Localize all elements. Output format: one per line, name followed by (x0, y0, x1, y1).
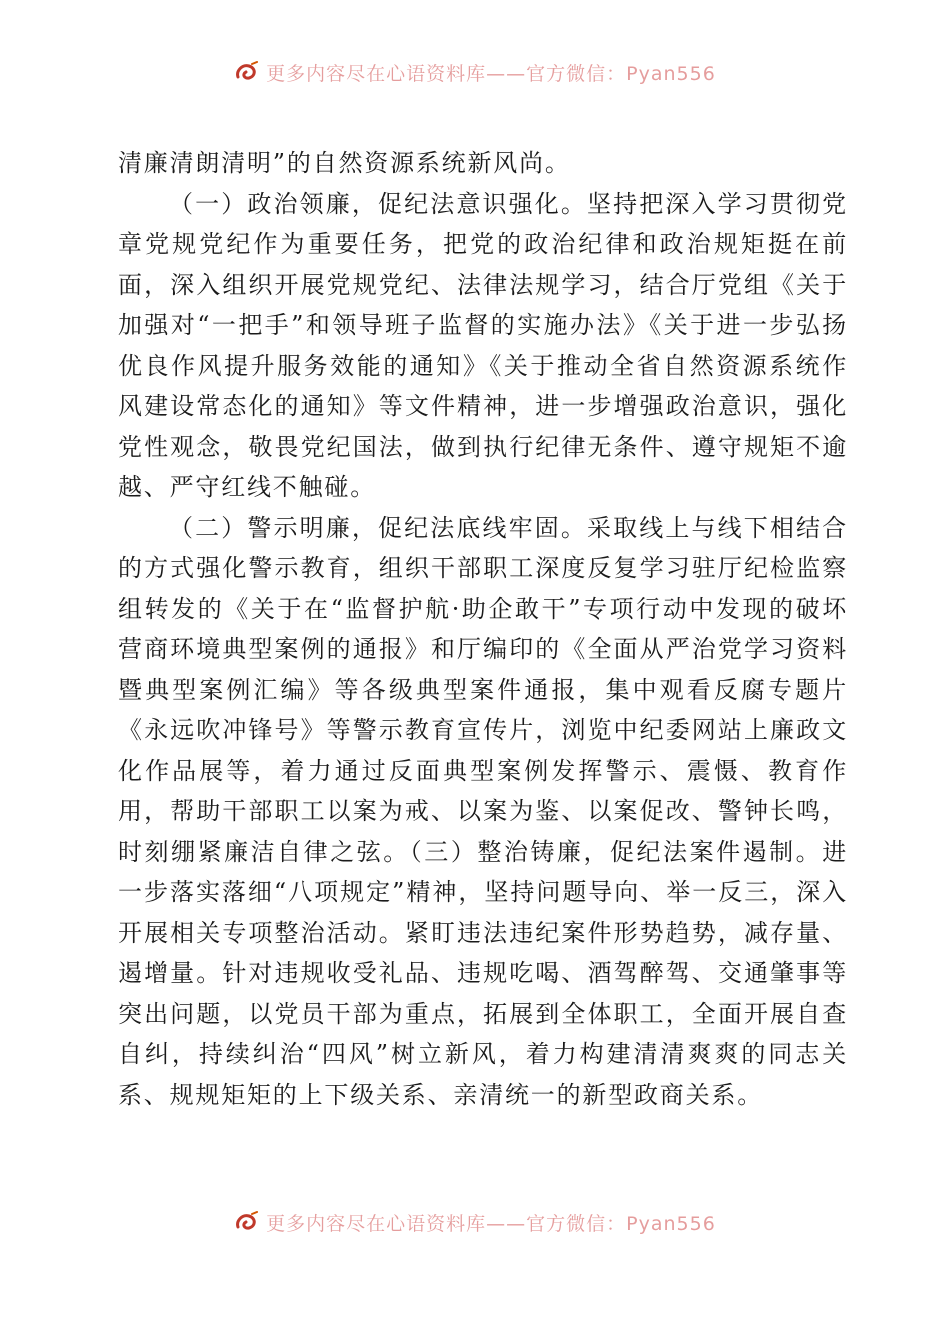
paragraph: （一）政治领廉，促纪法意识强化。坚持把深入学习贯彻党章党规党纪作为重要任务，把党的政治纪律和政治规矩挺在前面，深入组织开展党规党纪、法律法规学习，结合厅党组《关于加强对“一把手”和领导班子监督的实施办法》《关于进一步弘扬优良作风提升服务效能的通知》《关于推动全省自然资源系统作风建设常态化的通知》等文件精神，进一步增强政治意识，强化党性观念，敬畏党纪国法，做到执行纪律无条件、遵守规矩不逾越、严守红线不触碰。 (118, 189, 848, 501)
watermark-text: 更多内容尽在心语资料库——官方微信：Pyan556 (266, 62, 716, 85)
document-body (118, 143, 848, 1115)
header-watermark (0, 57, 950, 87)
paragraph: （二）警示明廉，促纪法底线牢固。采取线上与线下相结合的方式强化警示教育，组织干部职工深度反复学习驻厅纪检监察组转发的《关于在“监督护航·助企敢干”专项行动中发现的破坏营商环境典型案例的通报》和厅编印的《全面从严治党学习资料暨典型案例汇编》等各级典型案件通报，集中观看反腐专题片《永远吹冲锋号》等警示教育宣传片，浏览中纪委网站上廉政文化作品展等，着力通过反面典型案例发挥警示、震慑、教育作用，帮助干部职工以案为戒、以案为鉴、以案促改、警钟长鸣，时刻绷紧廉洁自律之弦。（三）整治铸廉，促纪法案件遏制。进一步落实落细“八项规定”精神，坚持问题导向、举一反三，深入开展相关专项整治活动。紧盯违法违纪案件形势趋势，减存量、遏增量。针对违规收受礼品、违规吃喝、酒驾醉驾、交通肇事等突出问题，以党员干部为重点，拓展到全体职工，全面开展自查自纠，持续纠治“四风”树立新风，着力构建清清爽爽的同志关系、规规矩矩的上下级关系、亲清统一的新型政商关系。 (118, 513, 848, 1109)
red-swirl-logo-icon (234, 61, 260, 83)
paragraph: 清廉清朗清明”的自然资源系统新风尚。 (118, 149, 571, 177)
footer-watermark (0, 1207, 950, 1237)
red-swirl-logo-icon (234, 1211, 260, 1233)
watermark-text: 更多内容尽在心语资料库——官方微信：Pyan556 (266, 1212, 716, 1235)
